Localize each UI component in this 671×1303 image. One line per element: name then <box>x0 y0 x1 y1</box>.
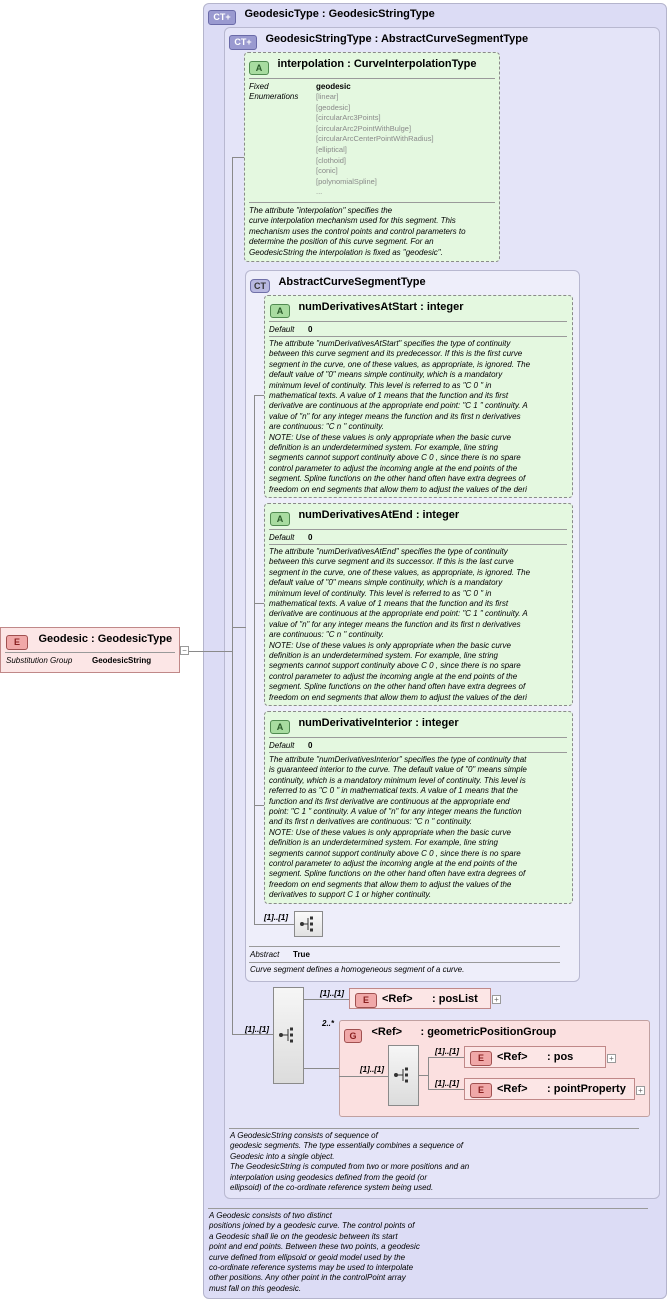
group-icon: G <box>344 1029 362 1043</box>
point-property-ref: <Ref> <box>497 1083 528 1095</box>
num-derivative-interior-title: numDerivativeInterior : integer <box>298 717 459 729</box>
num-derivatives-at-end-title: numDerivativesAtEnd : integer <box>298 509 460 521</box>
enum-item: [geodesic] <box>316 102 351 112</box>
attribute-icon: A <box>249 61 269 75</box>
outer-sequence-cardinality: [1]..[1] <box>245 1025 269 1034</box>
pos-list-cardinality: [1]..[1] <box>320 989 344 998</box>
num-derivatives-at-start-header <box>270 301 464 319</box>
geodesic-element-header <box>6 632 172 650</box>
enum-item: ... <box>316 187 323 197</box>
enum-item: [circularArc2PointWithBulge] <box>316 123 412 133</box>
attribute-icon: A <box>270 512 290 526</box>
point-property-cardinality: [1]..[1] <box>435 1079 459 1088</box>
choice-icon <box>389 1046 418 1105</box>
default-label: Default <box>269 325 295 334</box>
fixed-value: geodesic <box>316 82 351 91</box>
pos-list-ref: <Ref> <box>382 993 413 1005</box>
group-header <box>344 1026 556 1044</box>
expand-icon[interactable]: + <box>492 995 501 1004</box>
expand-icon[interactable]: + <box>607 1054 616 1063</box>
substitution-group-label: Substitution Group <box>6 656 73 665</box>
enum-item: [conic] <box>316 166 338 176</box>
element-icon: E <box>355 993 377 1008</box>
enum-item: [circularArcCenterPointWithRadius] <box>316 134 434 144</box>
num-derivative-interior-header <box>270 717 459 735</box>
interpolation-header <box>249 58 476 76</box>
collapse-icon[interactable]: − <box>180 646 189 655</box>
complex-type-icon: CT+ <box>208 10 236 25</box>
enumerations-label: Enumerations <box>249 92 299 101</box>
enum-item: [linear] <box>316 92 339 101</box>
complex-type-icon: CT <box>250 279 270 293</box>
point-property-element[interactable] <box>464 1078 635 1100</box>
default-value: 0 <box>308 741 313 750</box>
num-derivatives-at-end-doc: The attribute "numDerivativesAtEnd" specifies the type of continuity between this curve segment and its successor. If this is the last curve segment in the curve, one of these values, as appropriate, is ignored. The default value of "0" means simple continuity, which is a mandatory minimum level of continuity. This level is referred to as "C 0 " in mathematical texts. A value of 1 means that the function and its first derivative are continuous at the appropriate end point: "C 1 " continuity. A value of "n" for any integer means the function and its first n derivatives are continuous: "C n " continuity. NOTE: Use of these values is only appropriate when the basic curve definition is an underdetermined system. For example, line string segments cannot support continuity above C 0 , since there is no spare control parameter to adjust the incoming angle at the end points of the segment. Spline functions on the other hand often have extra degrees of freedom on end segments that allow them to adjust the values of the deri <box>269 547 531 702</box>
pos-list-name: : posList <box>432 993 478 1005</box>
enum-item: [elliptical] <box>316 144 347 154</box>
group-cardinality: 2..* <box>322 1019 335 1028</box>
geodesic-type-doc: A Geodesic consists of two distinct positions joined by a geodesic curve. The control points of a Geodesic shall lie on the geodesic between its start point and end points. Between these two points, a geodesic curve defined from ellipsoid or geoid model used by the co-ordinate reference systems may be used to interpolate other positions. Any other point in the controlPoint array must fall on this geodesic. <box>209 1211 420 1293</box>
element-icon: E <box>6 635 28 650</box>
geodesic-element-title: Geodesic : GeodesicType <box>38 633 173 645</box>
abstract-curve-segment-type-title: AbstractCurveSegmentType <box>278 276 426 288</box>
pos-list-element[interactable] <box>349 988 491 1009</box>
num-derivatives-at-start-doc: The attribute "numDerivativesAtStart" specifies the type of continuity between this curve segment and its predecessor. If this is the first curve segment in the curve, one of these values, as appropriate, is ignored. The default value of "0" means simple continuity, which is a mandatory minimum level of continuity. This level is referred to as "C 0 " in mathematical texts. A value of 1 means that the function and its first derivative are continuous at the appropriate end point: "C 1 " continuity. A value of "n" for any integer means the function and its first n derivatives are continuous: "C n " continuity. NOTE: Use of these values is only appropriate when the basic curve definition is an underdetermined system. For example, line string segments cannot support continuity above C 0 , since there is no spare control parameter to adjust the incoming angle at the end points of the segment. Spline functions on the other hand often have extra degrees of freedom on end segments that allow them to adjust the values of the deri <box>269 339 531 494</box>
substitution-group-value: GeodesicString <box>92 656 152 665</box>
geodesic-string-type-header <box>229 32 528 50</box>
num-derivatives-at-start-title: numDerivativesAtStart : integer <box>298 301 464 313</box>
geodesic-string-type-doc: A GeodesicString consists of sequence of geodesic segments. The type essentially combines a sequence of Geodesic into a single object. The GeodesicString is computed from two or more positions and an interpolation using geodesics defined from the geoid (or ellipsoid) of the co-ordinate reference system being used. <box>230 1131 470 1193</box>
sequence-cardinality: [1]..[1] <box>264 913 288 922</box>
default-value: 0 <box>308 325 313 334</box>
abstract-curve-segment-type-header <box>250 276 426 294</box>
pos-name: : pos <box>547 1051 574 1063</box>
num-derivatives-at-end-header <box>270 509 459 527</box>
expand-icon[interactable]: + <box>636 1086 645 1095</box>
sequence-icon <box>295 912 322 936</box>
pos-cardinality: [1]..[1] <box>435 1047 459 1056</box>
abstract-curve-segment-type-doc: Curve segment defines a homogeneous segment of a curve. <box>250 965 465 974</box>
attribute-icon: A <box>270 304 290 318</box>
enumeration-list <box>316 92 434 198</box>
abstract-value: True <box>293 950 310 959</box>
group-ref: <Ref> <box>371 1026 403 1038</box>
complex-type-icon: CT+ <box>229 35 257 50</box>
default-label: Default <box>269 533 295 542</box>
default-label: Default <box>269 741 295 750</box>
geodesic-type-header <box>208 7 435 25</box>
enum-item: [circularArc3Points] <box>316 113 381 123</box>
interpolation-doc: The attribute "interpolation" specifies the curve interpolation mechanism used for this segment. This mechanism uses the control points and control parameters to determine the position of this curve segment. For an GeodesicString the interpolation is fixed as "geodesic". <box>249 206 466 257</box>
outer-sequence-compositor[interactable] <box>273 987 304 1084</box>
fixed-label: Fixed <box>249 82 269 91</box>
interpolation-title: interpolation : CurveInterpolationType <box>277 58 477 70</box>
inner-sequence-cardinality: [1]..[1] <box>360 1065 384 1074</box>
abstract-label: Abstract <box>250 950 280 959</box>
geodesic-type-title: GeodesicType : GeodesicStringType <box>244 8 435 20</box>
element-icon: E <box>470 1051 492 1066</box>
pos-ref: <Ref> <box>497 1051 528 1063</box>
enum-item: [polynomialSpline] <box>316 176 377 186</box>
enum-item: [clothoid] <box>316 155 347 165</box>
pos-element[interactable] <box>464 1046 606 1068</box>
sequence-compositor[interactable] <box>294 911 323 937</box>
default-value: 0 <box>308 533 313 542</box>
inner-sequence-compositor[interactable] <box>388 1045 419 1106</box>
num-derivative-interior-doc: The attribute "numDerivativesInterior" specifies the type of continuity that is guaranteed interior to the curve. The default value of "0" means simple continuity, which is a mandatory minimum level of continuity. This level is referred to as "C 0 " in mathematical texts. A value of 1 means that the function and its first derivative are continuous at the appropriate end point: "C 1 " continuity. A value of "n" for any integer means the function and its first n derivatives are continuous: "C n " continuity. NOTE: Use of these values is only appropriate when the basic curve definition is an underdetermined system. For example, line string segments cannot support continuity above C 0 , since there is no spare control parameter to adjust the incoming angle at the end points of the segment. Spline functions on the other hand often have extra degrees of freedom on end segments that allow them to adjust the values of the derivatives to support C 1 or higher continuity. <box>269 755 527 900</box>
geodesic-string-type-title: GeodesicStringType : AbstractCurveSegmentType <box>265 33 529 45</box>
element-icon: E <box>470 1083 492 1098</box>
sequence-icon <box>274 988 303 1083</box>
point-property-name: : pointProperty <box>547 1083 626 1095</box>
attribute-icon: A <box>270 720 290 734</box>
group-name: : geometricPositionGroup <box>420 1026 557 1038</box>
